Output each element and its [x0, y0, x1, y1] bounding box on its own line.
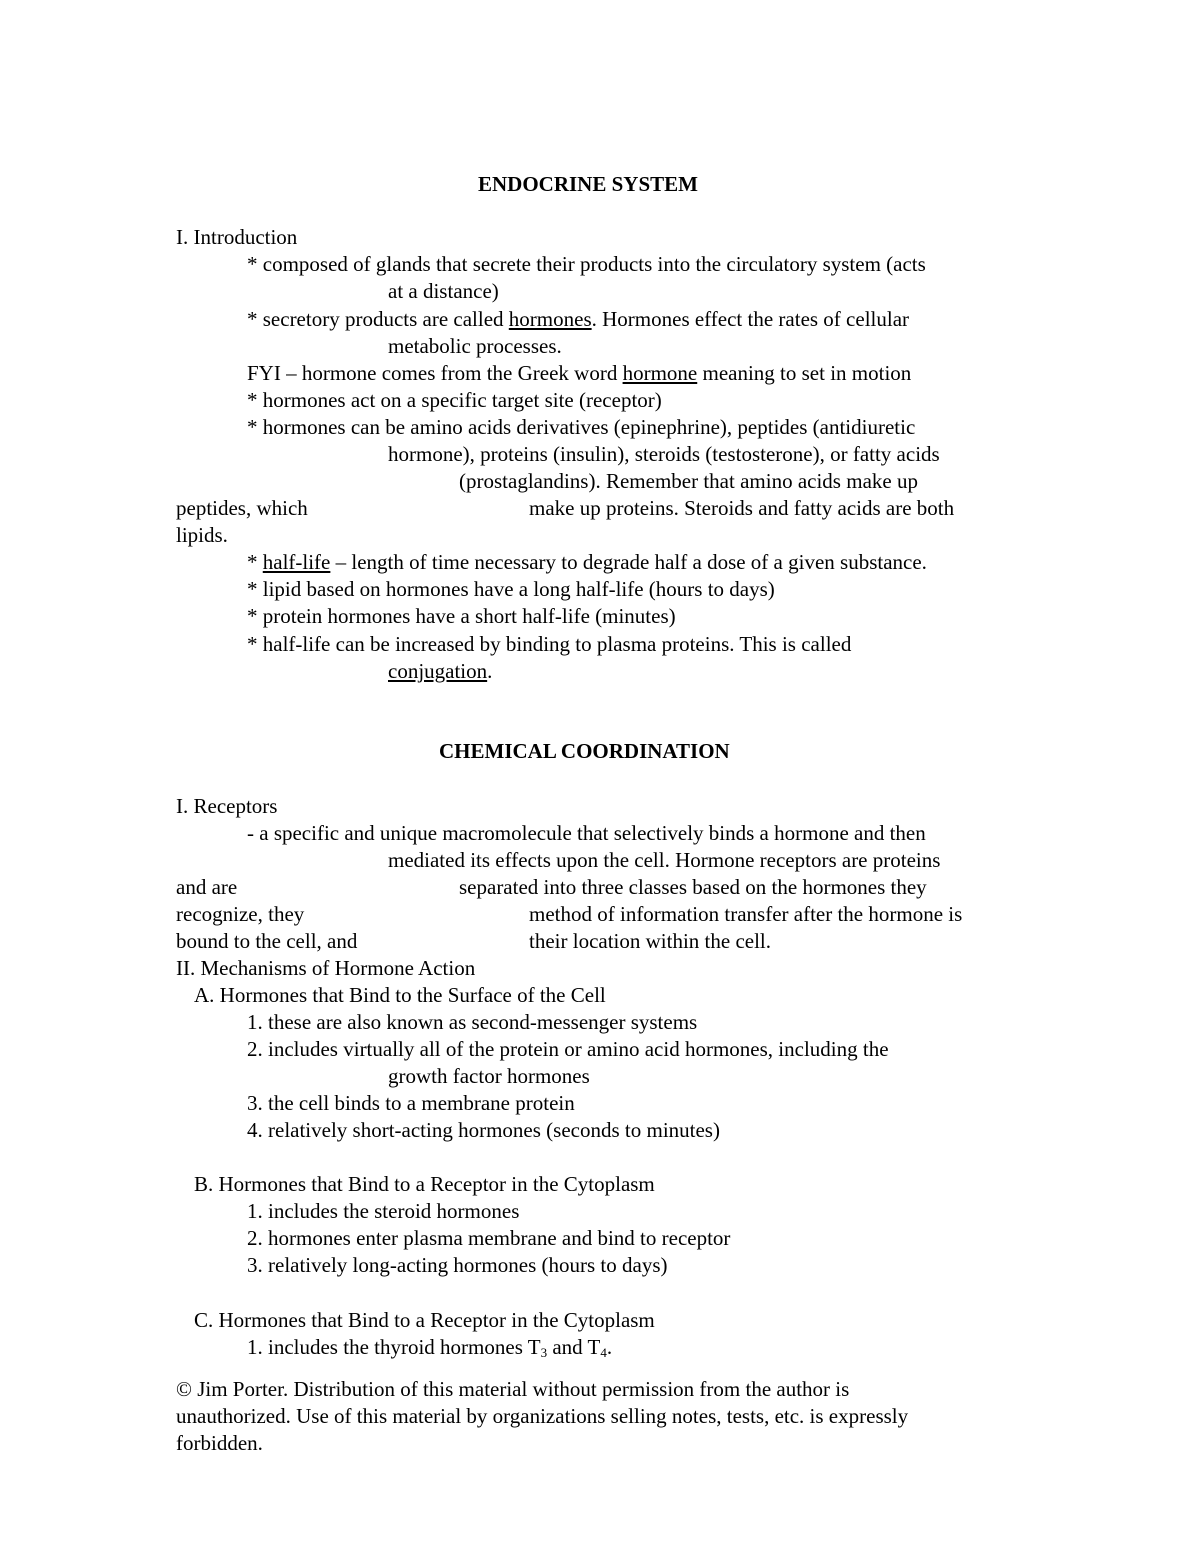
copyright-line2: unauthorized. Use of this material by organizations selling notes, tests, etc. is expressly: [176, 1404, 909, 1428]
bullet-target-site: * hormones act on a specific target site (receptor): [247, 388, 662, 412]
list-item-b2: 2. hormones enter plasma membrane and bind to receptor: [247, 1226, 731, 1250]
bullet-conjugation-line2: conjugation.: [388, 659, 493, 683]
list-item-b3: 3. relatively long-acting hormones (hours to days): [247, 1253, 668, 1277]
receptors-text-line3b: separated into three classes based on the hormones they: [459, 875, 927, 899]
bullet-hormones-line1: * secretory products are called hormones. Hormones effect the rates of cellular: [247, 307, 910, 331]
receptors-text-line5b: their location within the cell.: [529, 929, 772, 953]
subsection-b-heading: B. Hormones that Bind to a Receptor in the Cytoplasm: [194, 1172, 655, 1196]
bullet-conjugation-line1: * half-life can be increased by binding to plasma proteins. This is called: [247, 632, 852, 656]
term-hormones: hormones: [508, 307, 592, 331]
bullet-glands-line1: * composed of glands that secrete their products into the circulatory system (acts: [247, 252, 926, 276]
bullet-protein-half-life: * protein hormones have a short half-life (minutes): [247, 604, 676, 628]
bullet-types-line1: * hormones can be amino acids derivatives (epinephrine), peptides (antidiuretic: [247, 415, 916, 439]
list-item-a1: 1. these are also known as second-messenger systems: [247, 1010, 698, 1034]
receptors-text-line4b: method of information transfer after the hormone is: [529, 902, 963, 926]
section-title-chemical-coordination: CHEMICAL COORDINATION: [439, 739, 730, 763]
bullet-half-life: * half-life – length of time necessary to degrade half a dose of a given substance.: [247, 550, 927, 574]
receptors-text-line2: mediated its effects upon the cell. Hormone receptors are proteins: [388, 848, 941, 872]
list-item-a2-line1: 2. includes virtually all of the protein or amino acid hormones, including the: [247, 1037, 889, 1061]
bullet-types-line4b: make up proteins. Steroids and fatty acids are both: [529, 496, 955, 520]
receptors-text-line3a: and are: [176, 875, 238, 899]
receptors-text-line1: - a specific and unique macromolecule that selectively binds a hormone and then: [247, 821, 926, 845]
intro-heading: I. Introduction: [176, 225, 298, 249]
fyi-note: FYI – hormone comes from the Greek word hormone meaning to set in motion: [247, 361, 912, 385]
bullet-types-line2: hormone), proteins (insulin), steroids (testosterone), or fatty acids: [388, 442, 940, 466]
section-title-endocrine-system: ENDOCRINE SYSTEM: [478, 172, 698, 196]
list-item-a2-line2: growth factor hormones: [388, 1064, 590, 1088]
copyright-line3: forbidden.: [176, 1431, 263, 1455]
bullet-hormones-line2: metabolic processes.: [388, 334, 562, 358]
subsection-a-heading: A. Hormones that Bind to the Surface of the Cell: [194, 983, 606, 1007]
receptors-heading: I. Receptors: [176, 794, 278, 818]
bullet-glands-line2: at a distance): [388, 279, 499, 303]
bullet-types-line5: lipids.: [176, 523, 228, 547]
receptors-text-line5a: bound to the cell, and: [176, 929, 358, 953]
receptors-text-line4a: recognize, they: [176, 902, 305, 926]
copyright-line1: © Jim Porter. Distribution of this material without permission from the author is: [176, 1377, 850, 1401]
list-item-a3: 3. the cell binds to a membrane protein: [247, 1091, 575, 1115]
term-conjugation: conjugation: [388, 659, 488, 683]
mechanisms-heading: II. Mechanisms of Hormone Action: [176, 956, 476, 980]
subsection-c-heading: C. Hormones that Bind to a Receptor in the Cytoplasm: [194, 1308, 655, 1332]
term-half-life: half-life: [262, 550, 331, 574]
list-item-a4: 4. relatively short-acting hormones (seconds to minutes): [247, 1118, 720, 1142]
list-item-c1: 1. includes the thyroid hormones $T_3$ and $T_4$.: [247, 1335, 613, 1360]
bullet-types-line3: (prostaglandins). Remember that amino acids make up: [459, 469, 918, 493]
bullet-types-line4a: peptides, which: [176, 496, 308, 520]
term-hormone-greek: hormone: [622, 361, 698, 385]
list-item-b1: 1. includes the steroid hormones: [247, 1199, 520, 1223]
bullet-lipid-half-life: * lipid based on hormones have a long half-life (hours to days): [247, 577, 775, 601]
